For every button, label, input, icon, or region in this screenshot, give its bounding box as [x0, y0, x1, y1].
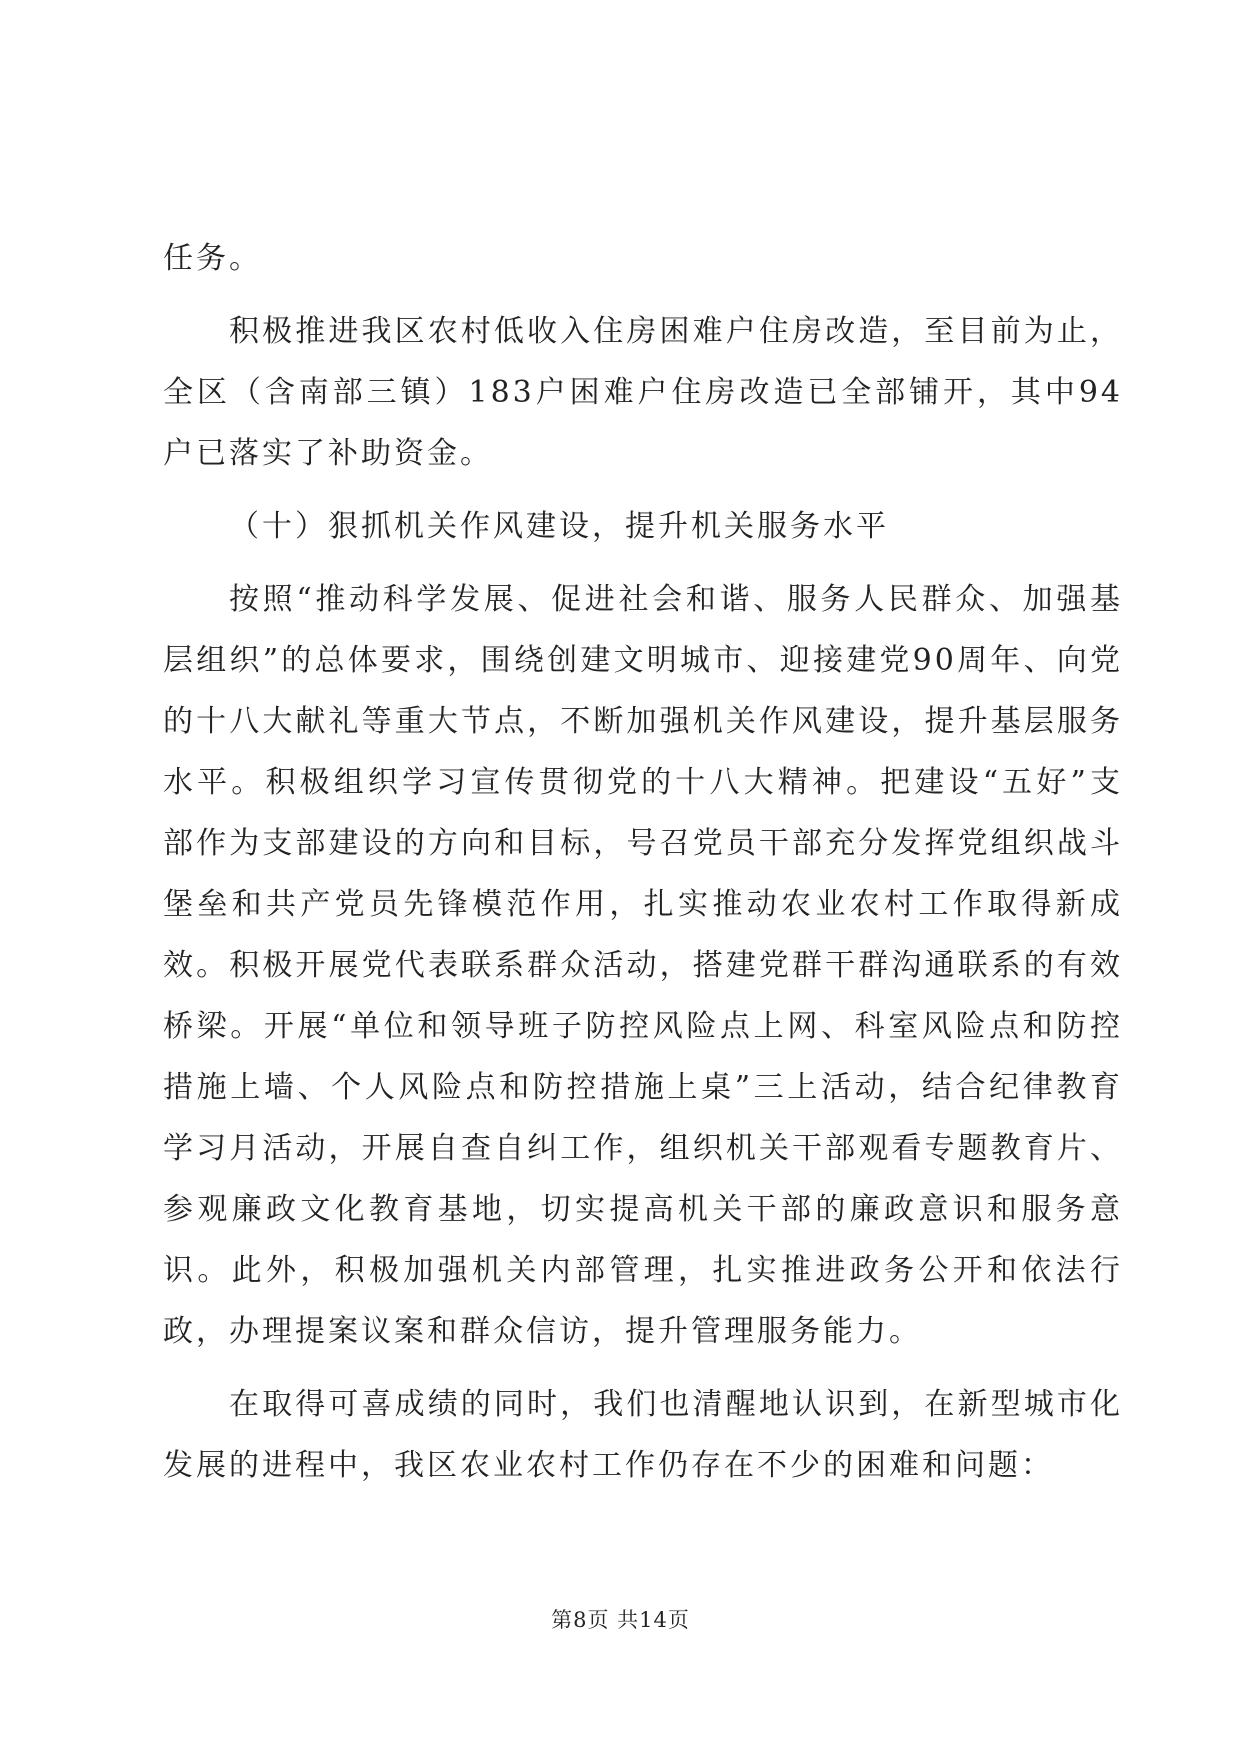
paragraph-continuation: 任务。	[163, 241, 262, 276]
paragraph-work-style: 按照“推动科学发展、促进社会和谐、服务人民群众、加强基层组织”的总体要求，围绕创建文明城市、迎接建党90周年、向党的十八大献礼等重大节点，不断加强机关作风建设，提升基层服务水平。积极组织学习宣传贯彻党的十八大精神。把建设“五好”支部作为支部建设的方向和目标，号召党员干部充分发挥党组织战斗堡垒和共产党员先锋模范作用，扎实推动农业农村工作取得新成效。积极开展党代表联系群众活动，搭建党群干群沟通联系的有效桥梁。开展“单位和领导班子防控风险点上网、科室风险点和防控措施上墙、个人风险点和防控措施上桌”三上活动，结合纪律教育学习月活动，开展自查自纠工作，组织机关干部观看专题教育片、参观廉政文化教育基地，切实提高机关干部的廉政意识和服务意识。此外，积极加强机关内部管理，扎实推进政务公开和依法行政，办理提案议案和群众信访，提升管理服务能力。	[163, 582, 1123, 1349]
paragraph-gap	[163, 484, 1123, 496]
paragraph-gap	[163, 1362, 1123, 1374]
paragraph-gap	[163, 289, 1123, 301]
paragraph-gap	[163, 557, 1123, 569]
paragraph-housing-renovation: 积极推进我区农村低收入住房困难户住房改造，至目前为止，全区（含南部三镇）183户困难户住房改造已全部铺开，其中94户已落实了补助资金。	[163, 314, 1123, 471]
section-heading-10: （十）狠抓机关作风建设，提升机关服务水平	[229, 509, 889, 544]
paragraph-problems: 在取得可喜成绩的同时，我们也清醒地认识到，在新型城市化发展的进程中，我区农业农村工作仍存在不少的困难和问题：	[163, 1387, 1123, 1483]
document-body	[163, 228, 1123, 1496]
page-number-footer: 第8页 共14页	[551, 1608, 690, 1632]
